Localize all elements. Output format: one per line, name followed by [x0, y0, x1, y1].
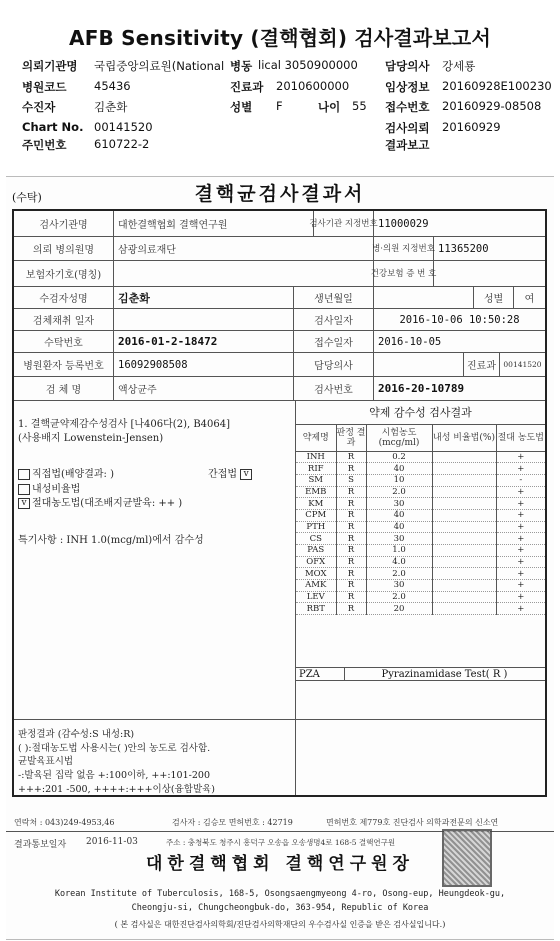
sex-label: 성별 — [230, 100, 253, 114]
hospital-code-label: 병원코드 — [22, 80, 67, 94]
report-title: 결핵균검사결과서 — [194, 183, 366, 205]
drug-row — [296, 568, 545, 580]
drug-ratio-cell — [432, 521, 496, 533]
agency-value: 대한결핵협회 결핵연구원 — [114, 211, 314, 236]
report-dept-label: 진료과 — [464, 353, 500, 376]
pza-value: Pyrazinamidase Test( R ) — [344, 668, 544, 681]
doctor-value: 강세룡 — [442, 59, 476, 73]
direct-checkbox[interactable] — [18, 469, 30, 480]
dept-label: 진료과 — [230, 80, 264, 94]
test-date-value: 2016-10-06 10:50:28 — [399, 313, 520, 326]
institution-value: 국립중앙의료원(National — [94, 59, 225, 73]
judgement-line-4: -:발육된 집락 없음 +:100이하, ++:101-200 — [18, 770, 210, 781]
drug-row — [296, 521, 545, 533]
report-date-label: 결과통보일자 — [14, 840, 67, 850]
agency-label: 검사기관명 — [14, 211, 114, 236]
drug-conc-cell: 30 — [366, 498, 432, 510]
judgement-line-1: 판정결과 (감수성:S 내성:R) — [18, 729, 135, 740]
drug-drug-cell: SM — [296, 474, 336, 486]
test-no-value: 2016-20-10789 — [378, 382, 465, 395]
official-seal — [442, 829, 492, 887]
page-title: AFB Sensitivity (결핵협회) 검사결과보고서 — [69, 26, 491, 50]
drug-row — [296, 509, 545, 521]
row-hospital — [14, 237, 545, 261]
examinee-label: 수검자성명 — [14, 287, 114, 308]
drug-abs-cell: + — [496, 591, 545, 603]
drug-conc-cell: 40 — [366, 521, 432, 533]
drug-conc-cell: 2.0 — [366, 591, 432, 603]
drug-conc-cell: 30 — [366, 580, 432, 592]
drug-row — [296, 474, 545, 486]
drug-drug-cell: AMK — [296, 580, 336, 592]
ward-label: 병동 — [230, 59, 253, 73]
judgement-line-5: +++:201 -500, ++++:+++이상(융합발육) — [18, 784, 216, 795]
drug-ratio-cell — [432, 533, 496, 545]
drug-table — [296, 425, 545, 615]
report-date-value: 2016-11-03 — [86, 837, 138, 847]
test-date-label: 검사일자 — [294, 309, 374, 330]
indirect-checkbox[interactable]: v — [240, 469, 252, 480]
institute-name-kr: 대한결핵협회 결핵연구원장 — [146, 854, 414, 874]
collect-date-label: 검체채취 일자 — [14, 309, 114, 330]
indirect-method: 간접법 v — [208, 465, 254, 480]
drug-ratio-cell — [432, 580, 496, 592]
drug-result-cell: R — [336, 509, 366, 521]
absolute-checkbox[interactable]: v — [18, 498, 30, 509]
registration-value: 16092908508 — [118, 358, 188, 371]
institute-address-en-2: Cheongju-si, Chungcheongbuk-do, 363-954, Republic of Korea — [131, 903, 429, 913]
receipt-date-value: 2016-10-05 — [378, 335, 442, 348]
certification-note: ( 본 검사실은 대한진단검사의학회/진단검사의학재단의 우수검사실 인증을 받은 검사실입니다.) — [114, 920, 446, 929]
drug-ratio-cell — [432, 509, 496, 521]
drug-ratio-cell — [432, 568, 496, 580]
drug-conc-cell: 2.0 — [366, 568, 432, 580]
consignment-mark: (수탁) — [12, 191, 42, 204]
scanned-report — [6, 176, 554, 940]
report-sex-value: 여 — [524, 294, 535, 305]
drug-result-cell: R — [336, 568, 366, 580]
drug-abs-cell: + — [496, 533, 545, 545]
age-label: 나이 — [318, 100, 341, 114]
method-text: 1. 결핵균약제감수성검사 [나406다(2), B4064] — [18, 419, 231, 430]
drug-drug-cell: OFX — [296, 556, 336, 568]
rrn-label: 주민번호 — [22, 138, 67, 152]
judgement-notes — [14, 719, 545, 795]
drug-drug-cell: PTH — [296, 521, 336, 533]
drug-drug-cell: PAS — [296, 545, 336, 557]
drug-conc-cell: 20 — [366, 603, 432, 615]
drug-conc-cell: 40 — [366, 509, 432, 521]
hospital-no-value: 11365200 — [438, 242, 489, 255]
patient-value: 김춘화 — [94, 100, 128, 114]
drug-result-cell: R — [336, 521, 366, 533]
agency-no-value: 11000029 — [378, 217, 429, 230]
examinee-value: 김춘화 — [118, 291, 150, 305]
drug-conc-cell: 40 — [366, 463, 432, 475]
drug-ratio-cell — [432, 591, 496, 603]
report-sex-label: 성별 — [474, 287, 514, 308]
insurance-label: 보험자기호(명칭) — [14, 261, 114, 286]
col-absolute: 절대 농도법 — [496, 425, 545, 451]
row-specimen — [14, 377, 545, 401]
drug-row — [296, 545, 545, 557]
contact-info: 연락처 : 043)249-4953,46 — [14, 818, 115, 827]
receipt-value: 20160929-08508 — [442, 99, 542, 113]
drug-result-cell: R — [336, 451, 366, 463]
drug-abs-cell: - — [496, 474, 545, 486]
ward-value: lical 3050900000 — [258, 58, 358, 72]
hospital-label: 의뢰 병의원명 — [14, 237, 114, 260]
drug-abs-cell: + — [496, 498, 545, 510]
drug-row — [296, 463, 545, 475]
absolute-method: v 절대농도법(대조배지균발육: ++ ) — [18, 494, 182, 509]
pza-row — [296, 667, 545, 681]
ratio-method: 내성비율법 — [18, 480, 80, 495]
drug-abs-cell: + — [496, 509, 545, 521]
drug-result-cell: R — [336, 603, 366, 615]
test-no-label: 검사번호 — [294, 377, 374, 400]
report-dept-value: 00141520 — [503, 360, 542, 369]
col-result: 판정 결과 — [336, 425, 366, 451]
rrn-value: 610722-2 — [94, 137, 150, 151]
row-receipt — [14, 331, 545, 353]
drug-row — [296, 533, 545, 545]
drug-result-cell: R — [336, 533, 366, 545]
drug-conc-cell: 2.0 — [366, 486, 432, 498]
report-doctor-label: 담당의사 — [294, 353, 374, 376]
dept-value: 2010600000 — [276, 79, 350, 93]
drug-ratio-cell — [432, 474, 496, 486]
drug-drug-cell: CS — [296, 533, 336, 545]
drug-drug-cell: RIF — [296, 463, 336, 475]
request-value: 20160929 — [442, 120, 501, 134]
institute-address-en-1: Korean Institute of Tuberculosis, 168-5, Osongsaengmyeong 4-ro, Osong-eup, Heungdeok-gu, — [54, 889, 506, 899]
drug-ratio-cell — [432, 486, 496, 498]
drug-abs-cell: + — [496, 568, 545, 580]
institution-label: 의뢰기관명 — [22, 59, 78, 73]
specimen-value: 액상균주 — [114, 377, 294, 400]
request-label: 검사의뢰 — [385, 121, 430, 135]
drug-row — [296, 603, 545, 615]
drug-conc-cell: 1.0 — [366, 545, 432, 557]
drug-ratio-cell — [432, 545, 496, 557]
drug-abs-cell: + — [496, 545, 545, 557]
drug-result-cell: S — [336, 474, 366, 486]
drug-row — [296, 556, 545, 568]
drug-ratio-cell — [432, 498, 496, 510]
drug-abs-cell: + — [496, 521, 545, 533]
drug-result-cell: R — [336, 591, 366, 603]
patient-label: 수진자 — [22, 100, 56, 114]
chart-value: 00141520 — [94, 120, 153, 134]
specimen-label: 검 체 명 — [14, 377, 114, 400]
receipt-label: 접수번호 — [385, 100, 430, 114]
doctor-label: 담당의사 — [385, 59, 430, 73]
drug-ratio-cell — [432, 556, 496, 568]
sex-value: F — [276, 99, 283, 113]
report-form — [12, 209, 547, 797]
health-no-label: 건강보험 증 번 호 — [370, 268, 437, 279]
col-ratio: 내성 비율법(%) — [432, 425, 496, 451]
consign-no-label: 수탁번호 — [14, 331, 114, 352]
judgement-line-2: ( ):절대농도법 사용시는( )안의 농도로 검사함. — [18, 743, 211, 754]
drug-drug-cell: INH — [296, 451, 336, 463]
drug-abs-cell: + — [496, 603, 545, 615]
hospital-code-value: 45436 — [94, 79, 131, 93]
col-concentration: 시험농도 (mcg/ml) — [366, 425, 432, 451]
judgement-line-3: 균발육표시법 — [18, 756, 74, 767]
row-agency — [14, 211, 545, 237]
consign-no-value: 2016-01-2-18472 — [118, 335, 218, 348]
drug-row — [296, 580, 545, 592]
drug-result-cell: R — [336, 486, 366, 498]
col-drug: 약제명 — [296, 425, 336, 451]
drug-panel — [296, 401, 545, 673]
registration-label: 병원환자 등록번호 — [14, 353, 114, 376]
drug-ratio-cell — [432, 603, 496, 615]
hospital-no-label: 병·의원 지정번호 — [372, 243, 435, 254]
receipt-date-label: 접수일자 — [294, 331, 374, 352]
drug-abs-cell: + — [496, 451, 545, 463]
drug-conc-cell: 0.2 — [366, 451, 432, 463]
drug-conc-cell: 4.0 — [366, 556, 432, 568]
special-note: 특기사항 : INH 1.0(mcg/ml)에서 감수성 — [18, 535, 204, 546]
drug-abs-cell: + — [496, 556, 545, 568]
drug-result-cell: R — [336, 463, 366, 475]
clinical-label: 임상정보 — [385, 80, 430, 94]
drug-ratio-cell — [432, 451, 496, 463]
row-patient — [14, 287, 545, 309]
clinical-value: 20160928E100230 — [442, 79, 552, 93]
direct-method: 직접법(배양결과: ) — [18, 465, 114, 480]
drug-drug-cell: MOX — [296, 568, 336, 580]
pza-label: PZA — [299, 669, 320, 680]
drug-abs-cell: + — [496, 580, 545, 592]
examiner-info: 검사자 : 김승모 면허번호 : 42719 — [172, 818, 293, 827]
drug-conc-cell: 10 — [366, 474, 432, 486]
drug-drug-cell: RBT — [296, 603, 336, 615]
drug-drug-cell: LEV — [296, 591, 336, 603]
drug-row — [296, 451, 545, 463]
age-value: 55 — [352, 99, 367, 113]
drug-abs-cell: + — [496, 463, 545, 475]
chart-label: Chart No. — [22, 120, 84, 134]
agency-no-label: 검사기관 지정번호 — [309, 218, 378, 229]
drug-ratio-cell — [432, 463, 496, 475]
media-text: (사용배지 Lowenstein-Jensen) — [18, 433, 164, 444]
drug-drug-cell: EMB — [296, 486, 336, 498]
drug-result-cell: R — [336, 545, 366, 557]
drug-result-cell: R — [336, 556, 366, 568]
drug-conc-cell: 30 — [366, 533, 432, 545]
drug-row — [296, 486, 545, 498]
hospital-value: 삼광의료재단 — [114, 237, 374, 260]
reviewer-info: 면허번호 제779호 진단검사 의학과전문의 신소연 — [326, 818, 499, 827]
drug-drug-cell: CPM — [296, 509, 336, 521]
dob-label: 생년월일 — [294, 287, 374, 308]
drug-panel-title: 약제 감수성 검사결과 — [296, 401, 545, 425]
row-collect — [14, 309, 545, 331]
row-insurance — [14, 261, 545, 287]
drug-abs-cell: + — [496, 486, 545, 498]
address-kr: 주소 : 충청북도 청주시 흥덕구 오송읍 오송생명4로 168-5 결핵연구원 — [166, 838, 396, 847]
drug-row — [296, 591, 545, 603]
drug-row — [296, 498, 545, 510]
report-label: 결과보고 — [385, 138, 430, 152]
row-registration — [14, 353, 545, 377]
drug-drug-cell: KM — [296, 498, 336, 510]
drug-result-cell: R — [336, 580, 366, 592]
drug-result-cell: R — [336, 498, 366, 510]
